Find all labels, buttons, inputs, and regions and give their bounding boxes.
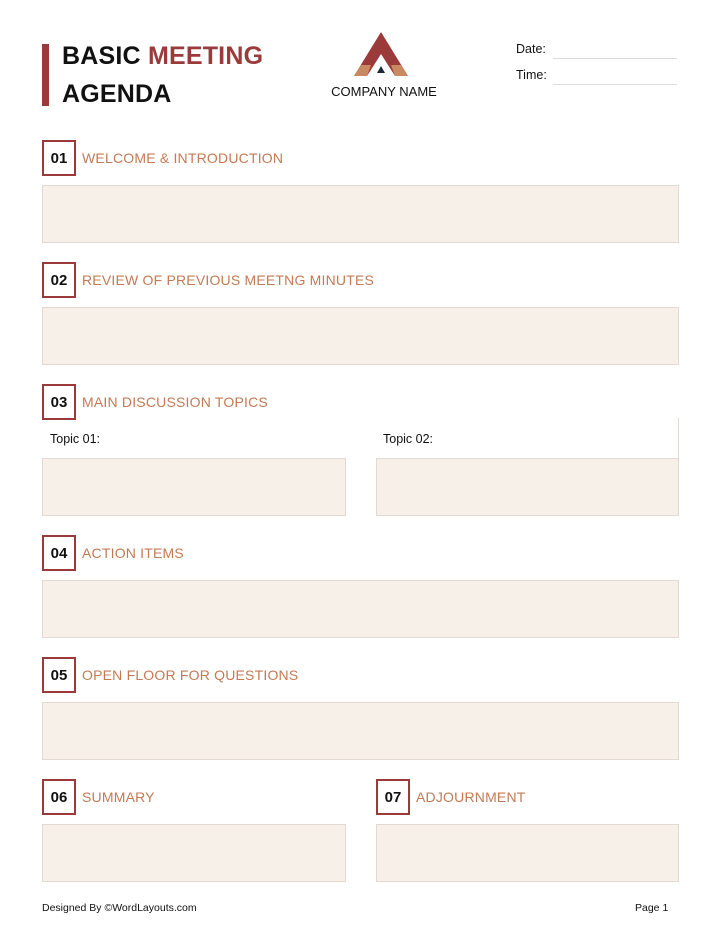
topic-1-field[interactable]: [42, 458, 346, 516]
title-highlight: MEETING: [147, 42, 264, 70]
topic-2-label: Topic 02:: [383, 432, 434, 446]
title-text: BASIC: [62, 42, 148, 70]
section-notes-field[interactable]: [42, 702, 679, 760]
section-notes-field[interactable]: [42, 307, 679, 365]
section-title: MAIN DISCUSSION TOPICS: [82, 394, 268, 410]
company-name: COMPANY NAME: [331, 84, 437, 99]
section-number: 03: [42, 384, 76, 420]
date-field[interactable]: [553, 58, 677, 59]
topic-2-field[interactable]: [376, 458, 679, 516]
section-title: WELCOME & INTRODUCTION: [82, 150, 284, 166]
section-title: REVIEW OF PREVIOUS MEETNG MINUTES: [82, 272, 375, 288]
section-number: 04: [42, 535, 76, 571]
section-title: ACTION ITEMS: [82, 545, 184, 561]
section-notes-field[interactable]: [42, 185, 679, 243]
section-number: 06: [42, 779, 76, 815]
page-number: Page 1: [635, 902, 669, 914]
section-notes-field[interactable]: [42, 580, 679, 638]
section-number: 01: [42, 140, 76, 176]
section-title: SUMMARY: [82, 789, 155, 805]
date-label: Date:: [516, 42, 546, 56]
section-title: OPEN FLOOR FOR QUESTIONS: [82, 667, 299, 683]
section-title: ADJOURNMENT: [416, 789, 526, 805]
title-accent-bar: [42, 44, 49, 106]
footer-credit: Designed By ©WordLayouts.com: [42, 902, 197, 914]
summary-field[interactable]: [42, 824, 346, 882]
section-number: 07: [376, 779, 410, 815]
section-number: 05: [42, 657, 76, 693]
time-label: Time:: [516, 68, 547, 82]
topic-1-label: Topic 01:: [50, 432, 101, 446]
company-logo-icon: [354, 32, 408, 76]
page-title-line2: AGENDA: [62, 80, 172, 108]
divider: [678, 418, 679, 458]
time-field[interactable]: [553, 84, 677, 85]
page-title-line1: [62, 41, 263, 71]
section-number: 02: [42, 262, 76, 298]
adjournment-field[interactable]: [376, 824, 679, 882]
